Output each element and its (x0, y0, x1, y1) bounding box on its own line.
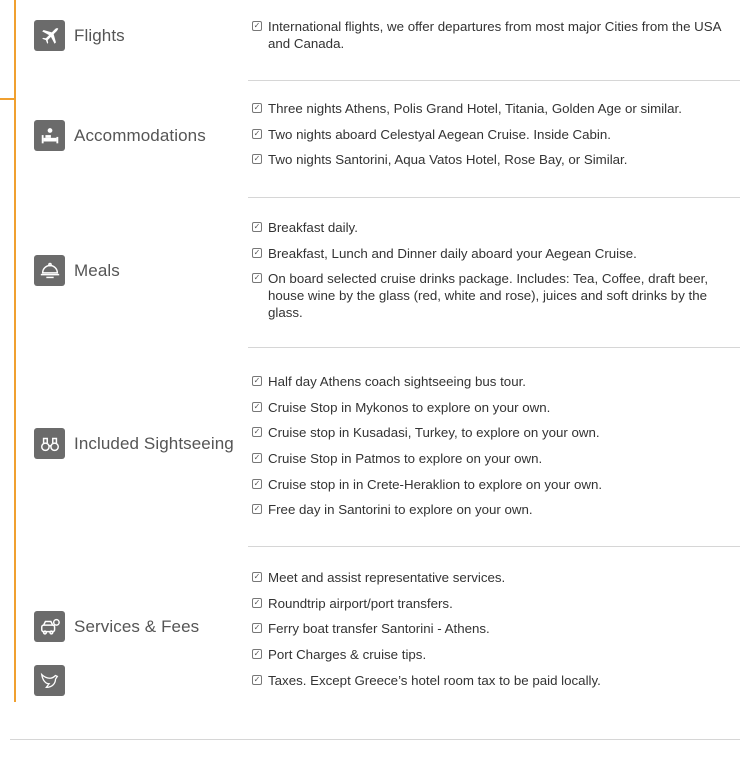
check-icon: ✓ (253, 504, 261, 514)
list-item: ✓ Half day Athens coach sightseeing bus tour. (253, 374, 526, 389)
category-label: Services & Fees (74, 616, 200, 636)
category-label: Flights (74, 25, 125, 45)
extra-icon-row (34, 665, 74, 696)
list-item: ✓ Breakfast daily. (253, 220, 358, 235)
category-sightseeing (34, 428, 234, 459)
list-item: ✓ Meet and assist representative services. (253, 570, 506, 585)
check-icon: ✓ (253, 222, 261, 231)
sightseeing-list (252, 373, 740, 527)
check-icon: ✓ (253, 572, 261, 581)
divider (248, 546, 740, 547)
binoculars-icon (34, 428, 65, 459)
list-item: ✓ Cruise Stop in Mykonos to explore on your own. (253, 399, 551, 415)
list-item: ✓ Breakfast, Lunch and Dinner daily aboard your Aegean Cruise. (253, 245, 637, 261)
list-item: ✓ Cruise stop in in Crete-Heraklion to explore on your own. (253, 476, 603, 492)
list-item: ✓ Three nights Athens, Polis Grand Hotel, Titania, Golden Age or similar. (253, 101, 682, 116)
flights-list (252, 18, 740, 61)
check-icon: ✓ (253, 623, 261, 633)
category-label: Included Sightseeing (74, 433, 234, 453)
airplane-icon (34, 20, 65, 51)
check-icon: ✓ (253, 597, 261, 607)
category-label: Accommodations (74, 125, 206, 145)
services-list (252, 569, 740, 697)
list-item: ✓ Taxes. Except Greece’s hotel room tax to be paid locally. (253, 672, 601, 688)
category-flights (34, 20, 125, 51)
check-icon: ✓ (253, 376, 261, 385)
food-cloche-icon (34, 255, 65, 286)
check-icon: ✓ (253, 427, 261, 437)
meals-list (252, 219, 740, 330)
check-icon: ✓ (253, 247, 261, 257)
category-label: Meals (74, 260, 120, 280)
car-service-icon (34, 611, 65, 642)
accommodations-list (252, 100, 740, 177)
list-item: ✓ Free day in Santorini to explore on your own. (253, 502, 533, 518)
list-item: ✓ Roundtrip airport/port transfers. (253, 595, 453, 611)
check-icon: ✓ (253, 103, 261, 112)
check-icon: ✓ (253, 154, 261, 164)
list-item: ✓ International flights, we offer departures from most major Cities from the USA and Canada. (253, 19, 721, 51)
category-accommodations (34, 120, 206, 151)
check-icon: ✓ (253, 478, 261, 488)
timeline-line (14, 0, 16, 702)
check-icon: ✓ (253, 674, 261, 684)
category-meals (34, 255, 120, 286)
footer-divider (10, 739, 740, 740)
list-item: ✓ Ferry boat transfer Santorini - Athens. (253, 621, 490, 637)
bird-icon (34, 665, 65, 696)
check-icon: ✓ (253, 649, 261, 659)
list-item: ✓ Cruise Stop in Patmos to explore on your own. (253, 451, 543, 467)
list-item: ✓ Two nights Santorini, Aqua Vatos Hotel, Rose Bay, or Similar. (253, 152, 628, 168)
list-item: ✓ On board selected cruise drinks package. Includes: Tea, Coffee, draft beer, house wine by the glass (red, white and rose), juices and soft drinks by the glass. (253, 271, 709, 321)
bed-icon (34, 120, 65, 151)
check-icon: ✓ (253, 453, 261, 463)
check-icon: ✓ (253, 128, 261, 138)
divider (248, 80, 740, 81)
divider (248, 347, 740, 348)
list-item: ✓ Cruise stop in Kusadasi, Turkey, to explore on your own. (253, 425, 600, 441)
check-icon: ✓ (253, 21, 261, 30)
list-item: ✓ Port Charges & cruise tips. (253, 647, 427, 663)
check-icon: ✓ (253, 273, 261, 283)
list-item: ✓ Two nights aboard Celestyal Aegean Cruise. Inside Cabin. (253, 126, 611, 142)
check-icon: ✓ (253, 401, 261, 411)
timeline-branch (0, 98, 16, 100)
category-services-fees (34, 611, 199, 642)
divider (248, 197, 740, 198)
